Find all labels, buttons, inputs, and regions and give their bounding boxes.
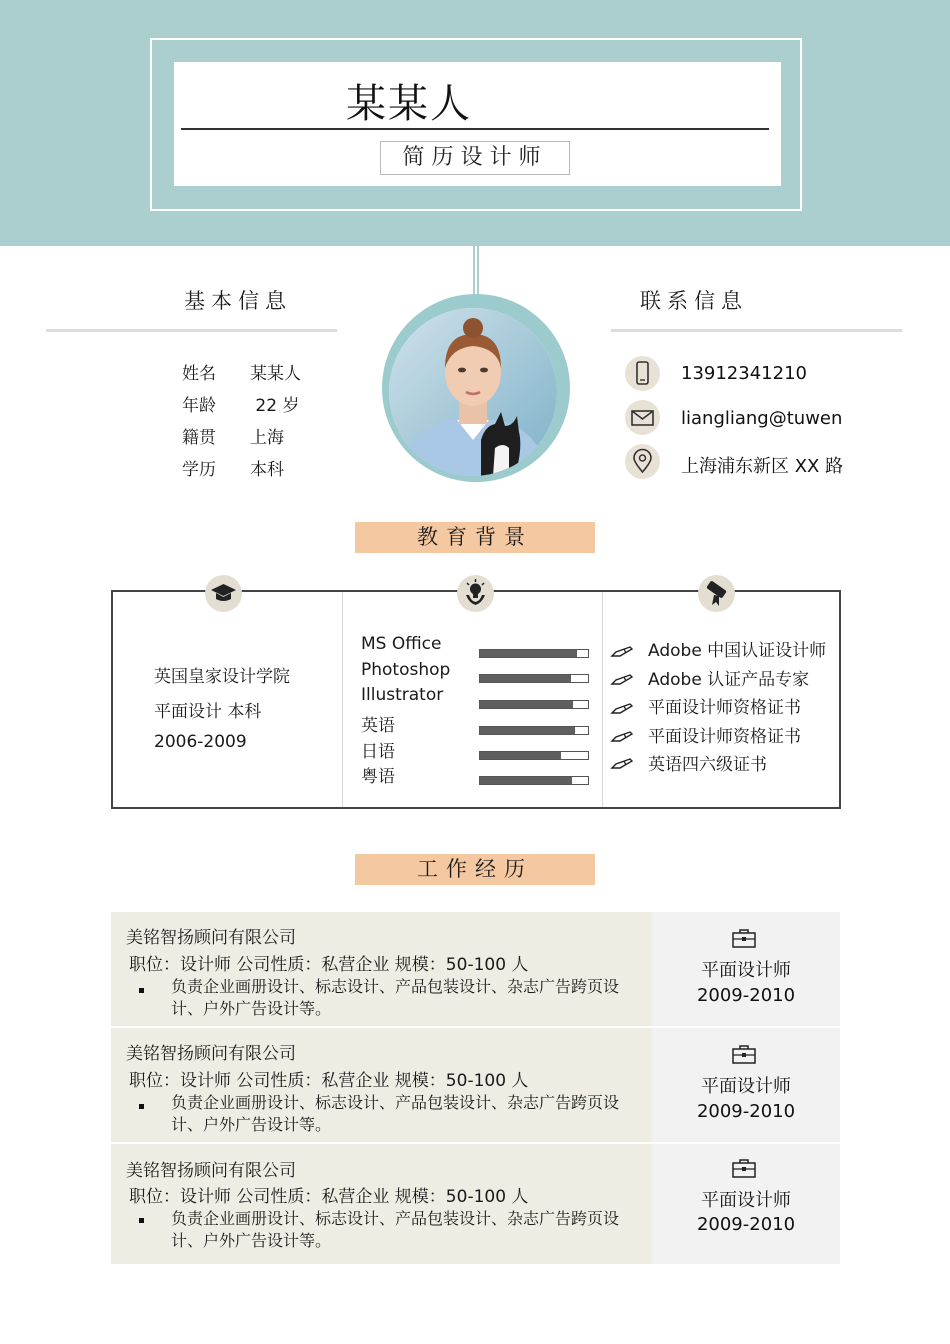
basic-info-heading: 基本信息 — [184, 289, 292, 313]
info-value: 上海 — [250, 428, 284, 448]
skill-bar-fill — [480, 675, 571, 682]
job-company: 美铭智扬顾问有限公司 — [126, 1044, 296, 1064]
school-name: 英国皇家设计学院 — [154, 667, 290, 687]
skill-bar — [479, 726, 589, 735]
info-label: 年龄 — [182, 396, 216, 416]
briefcase-icon — [731, 928, 757, 948]
mail-icon — [625, 400, 660, 435]
education-panel — [111, 590, 841, 809]
job-entry — [111, 912, 840, 1026]
job-company: 美铭智扬顾问有限公司 — [126, 1161, 296, 1181]
skill-label: 粤语 — [361, 767, 395, 787]
job-description: 负责企业画册设计、标志设计、产品包装设计、杂志广告跨页设计、户外广告设计等。 — [171, 1209, 620, 1250]
pen-icon — [610, 729, 636, 743]
job-details — [111, 912, 652, 1026]
info-row-name — [182, 359, 301, 384]
name-card — [174, 62, 781, 186]
contact-address: 上海浦东新区 XX 路 — [681, 456, 844, 477]
job-description: 负责企业画册设计、标志设计、产品包装设计、杂志广告跨页设计、户外广告设计等。 — [171, 1093, 620, 1134]
pen-icon — [610, 756, 636, 770]
job-company: 美铭智扬顾问有限公司 — [126, 928, 296, 948]
skill-bar-fill — [480, 752, 561, 759]
job-role: 平面设计师 — [701, 960, 791, 981]
study-years: 2006-2009 — [154, 732, 247, 752]
education-heading: 教育背景 — [355, 522, 595, 553]
job-meta: 职位：设计师 公司性质：私营企业 规模：50-100 人 — [129, 955, 529, 975]
contact-phone[interactable]: 13912341210 — [681, 363, 807, 384]
job-entry — [111, 1028, 840, 1142]
info-row-age — [182, 391, 299, 416]
contact-info-heading: 联系信息 — [640, 289, 748, 313]
skill-bar-fill — [480, 650, 577, 657]
briefcase-icon — [731, 1158, 757, 1178]
skill-label: 日语 — [361, 742, 395, 762]
basic-info-divider — [46, 329, 337, 332]
contact-email[interactable]: liangliang@tuwen — [681, 408, 843, 429]
certificate-item: 平面设计师资格证书 — [648, 698, 801, 718]
job-role: 平面设计师 — [701, 1190, 791, 1211]
job-years: 2009-2010 — [696, 985, 796, 1006]
job-summary — [652, 1144, 840, 1264]
skill-bar — [479, 776, 589, 785]
info-value: 某某人 — [250, 364, 301, 384]
job-summary — [652, 912, 840, 1026]
certificate-item: Adobe 中国认证设计师 — [648, 641, 827, 661]
job-details — [111, 1028, 652, 1142]
job-role: 平面设计师 — [701, 1076, 791, 1097]
graduation-cap-icon — [205, 575, 242, 612]
info-label: 籍贯 — [182, 428, 216, 448]
certificate-icon — [698, 575, 735, 612]
job-summary — [652, 1028, 840, 1142]
bullet-icon — [139, 1218, 144, 1223]
panel-divider — [342, 592, 343, 807]
bullet-icon — [139, 988, 144, 993]
skill-bar — [479, 649, 589, 658]
lightbulb-icon — [457, 575, 494, 612]
skill-label: Illustrator — [361, 685, 444, 705]
info-value: 22 岁 — [250, 396, 300, 416]
profile-photo — [389, 308, 557, 476]
profile-photo-ring — [382, 294, 570, 482]
connector-line — [473, 211, 479, 297]
skill-bar-fill — [480, 777, 572, 784]
bullet-icon — [139, 1104, 144, 1109]
skill-label: MS Office — [361, 634, 442, 654]
certificate-item: 英语四六级证书 — [648, 755, 767, 775]
info-row-education — [182, 455, 284, 480]
job-meta: 职位：设计师 公司性质：私营企业 规模：50-100 人 — [129, 1071, 529, 1091]
pen-icon — [610, 701, 636, 715]
info-label: 学历 — [182, 460, 216, 480]
pen-icon — [610, 672, 636, 686]
job-details — [111, 1144, 652, 1264]
certificate-item: Adobe 认证产品专家 — [648, 670, 810, 690]
panel-divider — [602, 592, 603, 807]
skill-label: 英语 — [361, 716, 395, 736]
certificate-item: 平面设计师资格证书 — [648, 727, 801, 747]
resume-name: 某某人 — [346, 81, 472, 127]
contact-info-divider — [611, 329, 902, 332]
skill-bar — [479, 751, 589, 760]
resume-title: 简历设计师 — [380, 141, 570, 175]
skill-label: Photoshop — [361, 660, 451, 680]
major-degree: 平面设计 本科 — [154, 702, 262, 722]
info-value: 本科 — [250, 460, 284, 480]
skill-bar-fill — [480, 727, 575, 734]
skill-bar — [479, 700, 589, 709]
name-divider — [181, 128, 769, 130]
job-years: 2009-2010 — [696, 1214, 796, 1235]
skill-bar — [479, 674, 589, 683]
info-label: 姓名 — [182, 364, 216, 384]
info-row-hometown — [182, 423, 284, 448]
job-description: 负责企业画册设计、标志设计、产品包装设计、杂志广告跨页设计、户外广告设计等。 — [171, 977, 620, 1018]
job-entry — [111, 1144, 840, 1264]
pen-icon — [610, 644, 636, 658]
location-icon — [625, 444, 660, 479]
job-years: 2009-2010 — [696, 1101, 796, 1122]
skill-bar-fill — [480, 701, 573, 708]
briefcase-icon — [731, 1044, 757, 1064]
job-meta: 职位：设计师 公司性质：私营企业 规模：50-100 人 — [129, 1187, 529, 1207]
phone-icon — [625, 356, 660, 391]
work-heading: 工作经历 — [355, 854, 595, 885]
